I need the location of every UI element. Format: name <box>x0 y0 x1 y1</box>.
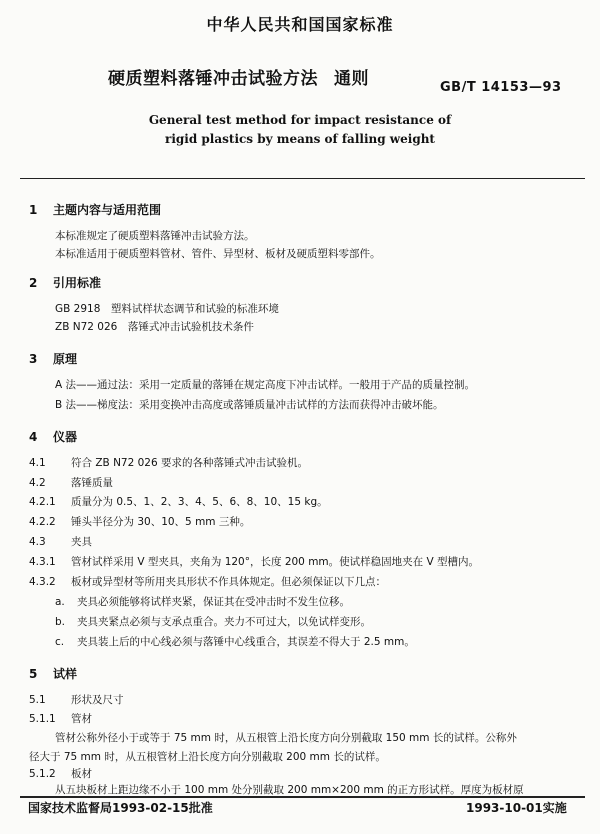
footer-divider <box>20 796 585 798</box>
clause-4-2-1 <box>29 494 328 509</box>
list-item-label: a. <box>55 596 65 608</box>
clause-4-3-2 <box>29 574 386 589</box>
clause-5-1 <box>29 692 124 707</box>
clause-number: 4.3.1 <box>29 556 56 568</box>
clause-4-2 <box>29 475 113 490</box>
list-item-text: 夹具装上后的中心线必须与落锤中心线重合，其误差不得大于 2.5 mm。 <box>77 636 415 648</box>
section-title: 引用标准 <box>53 276 102 290</box>
list-item-label: b. <box>55 616 66 628</box>
paragraph: B 法——梯度法：采用变换冲击高度或落锤质量冲击试样的方法而获得冲击破坏能。 <box>55 399 444 411</box>
clause-4-2-2 <box>29 514 250 529</box>
paragraph: 本标准规定了硬质塑料落锤冲击试验方法。 <box>55 230 255 242</box>
section-number: 1 <box>29 203 38 217</box>
list-item-c <box>55 634 415 649</box>
clause-5-1-2 <box>29 766 92 781</box>
reference-item: GB 2918 塑料试样状态调节和试验的标准环境 <box>55 303 279 315</box>
standard-title: 中华人民共和国国家标准 <box>206 15 394 34</box>
implementation-date: 1993-10-01实施 <box>466 801 567 815</box>
list-item-a <box>55 594 350 609</box>
english-title-line-1: General test method for impact resistance of <box>148 113 452 127</box>
section-1-heading <box>29 201 161 218</box>
clause-number: 4.2 <box>29 477 46 489</box>
section-5-heading <box>29 665 77 682</box>
clause-text: 质量分为 0.5、1、2、3、4、5、6、8、10、15 kg。 <box>71 496 328 508</box>
clause-text: 夹具 <box>71 536 92 548</box>
list-item-label: c. <box>55 636 65 648</box>
clause-number: 4.1 <box>29 457 46 469</box>
english-title-line-2: rigid plastics by means of falling weight <box>165 132 435 146</box>
section-title: 主题内容与适用范围 <box>53 203 162 217</box>
header-divider <box>20 178 585 179</box>
clause-number: 4.2.1 <box>29 496 56 508</box>
section-2-heading <box>29 274 101 291</box>
clause-number: 4.3 <box>29 536 46 548</box>
list-item-b <box>55 614 371 629</box>
clause-text: 落锤质量 <box>71 477 113 489</box>
approval-date: 国家技术监督局1993-02-15批准 <box>28 801 213 815</box>
clause-number: 5.1.2 <box>29 768 56 780</box>
section-number: 5 <box>29 667 38 681</box>
clause-4-3 <box>29 534 92 549</box>
clause-text: 锤头半径分为 30、10、5 mm 三种。 <box>71 516 251 528</box>
clause-text: 板材或异型材等所用夹具形状不作具体规定。但必须保证以下几点： <box>71 576 386 588</box>
clause-text: 板材 <box>71 768 92 780</box>
clause-number: 5.1.1 <box>29 713 56 725</box>
clause-text: 符合 ZB N72 026 要求的各种落锤式冲击试验机。 <box>71 457 309 469</box>
section-number: 2 <box>29 276 38 290</box>
document-title-suffix: 通则 <box>334 69 369 89</box>
paragraph: 径大于 75 mm 时，从五根管材上沿长度方向分别截取 200 mm 长的试样。 <box>29 751 386 763</box>
clause-4-1 <box>29 455 308 470</box>
section-3-heading <box>29 350 77 367</box>
list-item-text: 夹具必须能够将试样夹紧，保证其在受冲击时不发生位移。 <box>77 596 350 608</box>
document-title <box>108 64 369 89</box>
paragraph: A 法——通过法：采用一定质量的落锤在规定高度下冲击试样。一般用于产品的质量控制。 <box>55 379 476 391</box>
section-number: 3 <box>29 352 38 366</box>
section-title: 原理 <box>53 352 78 366</box>
list-item-text: 夹具夹紧点必须与支承点重合。夹力不可过大，以免试样变形。 <box>77 616 371 628</box>
clause-number: 4.3.2 <box>29 576 56 588</box>
clause-text: 形状及尺寸 <box>71 694 124 706</box>
document-title-main: 硬质塑料落锤冲击试验方法 <box>108 69 318 89</box>
reference-item: ZB N72 026 落锤式冲击试验机技术条件 <box>55 321 254 333</box>
document-number: GB/T 14153—93 <box>440 80 562 95</box>
section-4-heading <box>29 428 77 445</box>
paragraph: 本标准适用于硬质塑料管材、管件、异型材、板材及硬质塑料零部件。 <box>55 248 381 260</box>
clause-text: 管材试样采用 V 型夹具，夹角为 120°，长度 200 mm。使试样稳固地夹在 V 型槽内。 <box>71 556 480 568</box>
section-title: 试样 <box>53 667 78 681</box>
section-title: 仪器 <box>53 430 78 444</box>
clause-number: 5.1 <box>29 694 46 706</box>
clause-number: 4.2.2 <box>29 516 56 528</box>
clause-text: 管材 <box>71 713 92 725</box>
clause-5-1-1 <box>29 711 92 726</box>
paragraph: 管材公称外径小于或等于 75 mm 时，从五根管上沿长度方向分别截取 150 mm 长的试样。公称外 <box>55 732 517 744</box>
section-number: 4 <box>29 430 38 444</box>
clause-4-3-1 <box>29 554 479 569</box>
paragraph: 从五块板材上距边缘不小于 100 mm 处分别截取 200 mm×200 mm 的正方形试样。厚度为板材原 <box>55 784 524 796</box>
